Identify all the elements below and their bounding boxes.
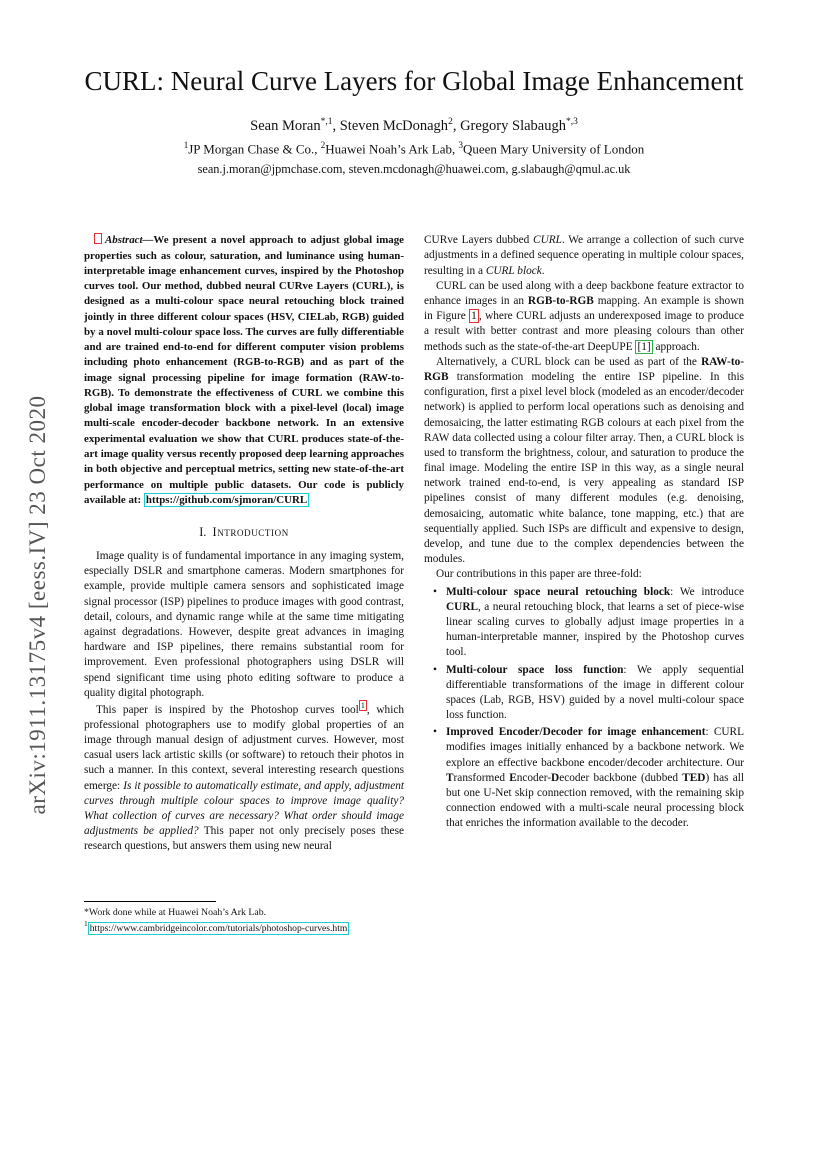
footnotes (84, 901, 404, 936)
abstract-label: Abstract (105, 234, 143, 247)
author-sep: , (332, 117, 340, 134)
contributions-list (424, 585, 744, 832)
figure-1-reference[interactable]: 1 (471, 310, 477, 323)
authors-line (84, 117, 744, 135)
affil-2: Huawei Noah’s Ark Lab, (325, 141, 459, 157)
affil-2-sup: 2 (320, 139, 326, 150)
footnote-rule (84, 901, 216, 902)
paper-title: CURL: Neural Curve Layers for Global Image Enhancement (84, 66, 744, 96)
raw-to-rgb-bold: RAW-to-RGB (424, 355, 744, 383)
photoshop-curves-link[interactable]: https://www.cambridgeincolor.com/tutorials/photoshop-curves.htm (89, 922, 348, 934)
curl-italic: CURL (533, 234, 562, 247)
hyperref-anchor-box (94, 233, 102, 244)
contribution-1-text: , a neural retouching block, that learns a set of piece-wise linear scaling curves to globally adjust image properties in a human-interpretable manner, inspired by the Photoshop curves tool. (446, 600, 744, 659)
author-2: Steven McDonagh (339, 117, 449, 134)
author-2-sup: 2 (448, 117, 453, 128)
contribution-3-lead: Improved Encoder/Decoder for image enhancement (446, 726, 706, 739)
two-column-body (84, 233, 744, 935)
left-column (84, 233, 404, 935)
p2-text: This paper is inspired by the Photoshop curves tool (96, 703, 359, 716)
ted-d-bold: D (551, 771, 560, 784)
rp2-text: CURL can be used along with a deep backbone feature extractor to enhance images in an (424, 279, 744, 308)
section-title: Introduction (212, 525, 289, 540)
affil-3-sup: 3 (458, 139, 463, 150)
rp3-text: transformation modeling the entire ISP pipeline. In this configuration, first a pixel level block (modeled as an encoder/decoder network) is applied to perform local operations such as denoising and demosaicing, the latter estimating RGB colours at each pixel from the RAW data collected using a colour filter array. Then, a CURL block is used to transform the brightness, colour, and saturation to produce the final image. Modeling the entire ISP in this way, as a single neural network trained end-to-end, is very appealing as standard ISP pipelines consist of many different modules (e.g. denoising, demosaicing, automatic white balance, tone mapping, etc.) that are sequentially applied. Such ISPs are difficult and expensive to design, develop, and tune due to the complex dependencies between the modules. (424, 370, 744, 566)
right-paragraph-1 (424, 233, 744, 279)
right-paragraph-3 (424, 355, 744, 568)
contribution-3-text: : CURL modifies images initially enhanced by a backbone network. We explore an effective backbone encoder/decoder architecture. Our (446, 726, 744, 769)
arxiv-watermark: arXiv:1911.13175v4 [eess.IV] 23 Oct 2020 (25, 395, 50, 815)
footnote-star: *Work done while at Huawei Noah’s Ark Lab. (84, 906, 267, 918)
github-code-link[interactable]: https://github.com/sjmoran/CURL (145, 493, 308, 506)
section-number: I. (199, 525, 207, 540)
emails-line: sean.j.moran@jpmchase.com, steven.mcdonagh@huawei.com, g.slabaugh@qmul.ac.uk (197, 162, 631, 177)
author-1: Sean Moran (250, 117, 321, 134)
intro-paragraph-1: Image quality is of fundamental importance in any imaging system, especially DSLR and smartphone cameras. Modern smartphones for example, provide multiple camera sensors and sophisticated image signal processor (ISP) pipelines to produce images with good contrast, detail, colours, and dynamic range while at the same time mitigating against degradations. However, despite great advances in imaging hardware and ISP pipelines, there remains substantial room for improvement. Even professional photographers using DSLR will spend significant time using photo editing software to produce a quality digital photograph. (84, 550, 404, 699)
contributions-intro: Our contributions in this paper are three-fold: (436, 568, 642, 581)
contribution-3-text: ransformed (453, 771, 510, 784)
rp1-text: . (541, 264, 545, 277)
author-3: Gregory Slabaugh (460, 117, 566, 134)
p2-text: This paper not only precisely poses these research questions, but answers them using new neural (84, 825, 404, 853)
intro-paragraph-2 (84, 701, 404, 855)
contribution-1-text: : We introduce (670, 585, 744, 598)
section-heading-introduction (84, 525, 404, 540)
contribution-2-text: : We apply sequential differentiable transformations of the image in different colour spaces (Lab, RGB, HSV) guided by a novel multi-colour space loss function. (446, 663, 745, 722)
contribution-1-lead: Multi-colour space neural retouching block (446, 585, 671, 598)
author-sep: , (452, 117, 461, 134)
citation-1[interactable]: [1] (637, 340, 651, 353)
ted-t-bold: T (446, 771, 454, 784)
right-paragraph-2 (424, 279, 744, 355)
contribution-2 (446, 663, 744, 724)
author-1-sup: *,1 (320, 117, 333, 128)
abstract-text: We present a novel approach to adjust global image properties such as colour, saturation, and luminance using human-interpretable image enhancement curves, inspired by the Photoshop curves tool. Our method, dubbed neural CURve Layers (CURL), is designed as a multi-colour space neural retouching block trained jointly in three different colour spaces (HSV, CIELab, RGB) guided by a novel multi-colour space loss. The curves are fully differentiable and are trained end-to-end for different computer vision problems including photo enhancement (RGB-to-RGB) and as part of the image signal processing pipeline for image formation (RAW-to-RGB). To demonstrate the effectiveness of CURL we combine this global image transformation block with a pixel-level (local) image multi-scale encoder-decoder backbone network. In an extensive experimental evaluation we show that CURL produces state-of-the-art image quality versus recently proposed deep learning approaches in both objective and perceptual metrics, setting new state-of-the-art performance on multiple public datasets. Our code is publicly available at: (84, 234, 404, 506)
ted-bold: TED (682, 771, 706, 784)
abstract-dash: — (142, 234, 154, 247)
contribution-2-lead: Multi-colour space loss function (446, 663, 624, 676)
affiliations-line (84, 140, 744, 157)
affil-1-sup: 1 (183, 139, 189, 150)
footnote-1-marker: 1 (84, 919, 88, 929)
right-column (424, 233, 744, 833)
contribution-1 (446, 585, 744, 661)
rp3-text: Alternatively, a CURL block can be used as part of the (436, 355, 702, 368)
abstract (84, 233, 404, 508)
rp2-text: approach. (652, 340, 700, 353)
contribution-3-text: ) has all but one U-Net skip connection removed, with the remaining skip connection endowed with a multi-scale neural processing block that enriches the information available to the decoder. (446, 771, 744, 830)
affil-3: Queen Mary University of London (463, 141, 645, 157)
paper-content (84, 62, 744, 935)
footnote-1 (84, 919, 404, 935)
rp2-text: mapping. An example is shown in Figure (424, 295, 744, 323)
contribution-3 (446, 725, 744, 831)
author-3-sup: *,3 (565, 117, 578, 128)
p2-research-questions: Is it possible to automatically estimate, and apply, adjustment curves through multiple colour spaces to improve image quality? What collection of curves are necessary? What order should image adjustments be applied? (84, 779, 405, 838)
footnote-1-reference[interactable]: 1 (360, 700, 365, 710)
rp2-text: , where CURL adjusts an underexposed image to produce a result with better contrast and more pleasing colours than other methods such as the state-of-the-art DeepUPE (424, 310, 744, 353)
rgb-to-rgb-bold: RGB-to-RGB (527, 295, 594, 308)
rp1-text: . We arrange a collection of such curve adjustments in a defined sequence operating in multiple colour spaces, resulting in a (424, 234, 744, 277)
contribution-3-text: ecoder backbone (dubbed (559, 771, 683, 784)
curl-bold: CURL (446, 600, 479, 613)
rp1-text: CURve Layers dubbed (424, 234, 534, 247)
contribution-3-text: ncoder- (516, 771, 552, 784)
curl-block-italic: CURL block (485, 264, 542, 277)
affil-1: JP Morgan Chase & Co., (188, 141, 321, 157)
p2-text: , which professional photographers use to modify global properties of an image through manual design of adjustment curves. However, most casual users lack artistic skills (or software) to retouch their photos in such a manner. In this context, several interesting research questions emerge: (84, 703, 404, 792)
ted-e-bold: E (509, 771, 517, 784)
